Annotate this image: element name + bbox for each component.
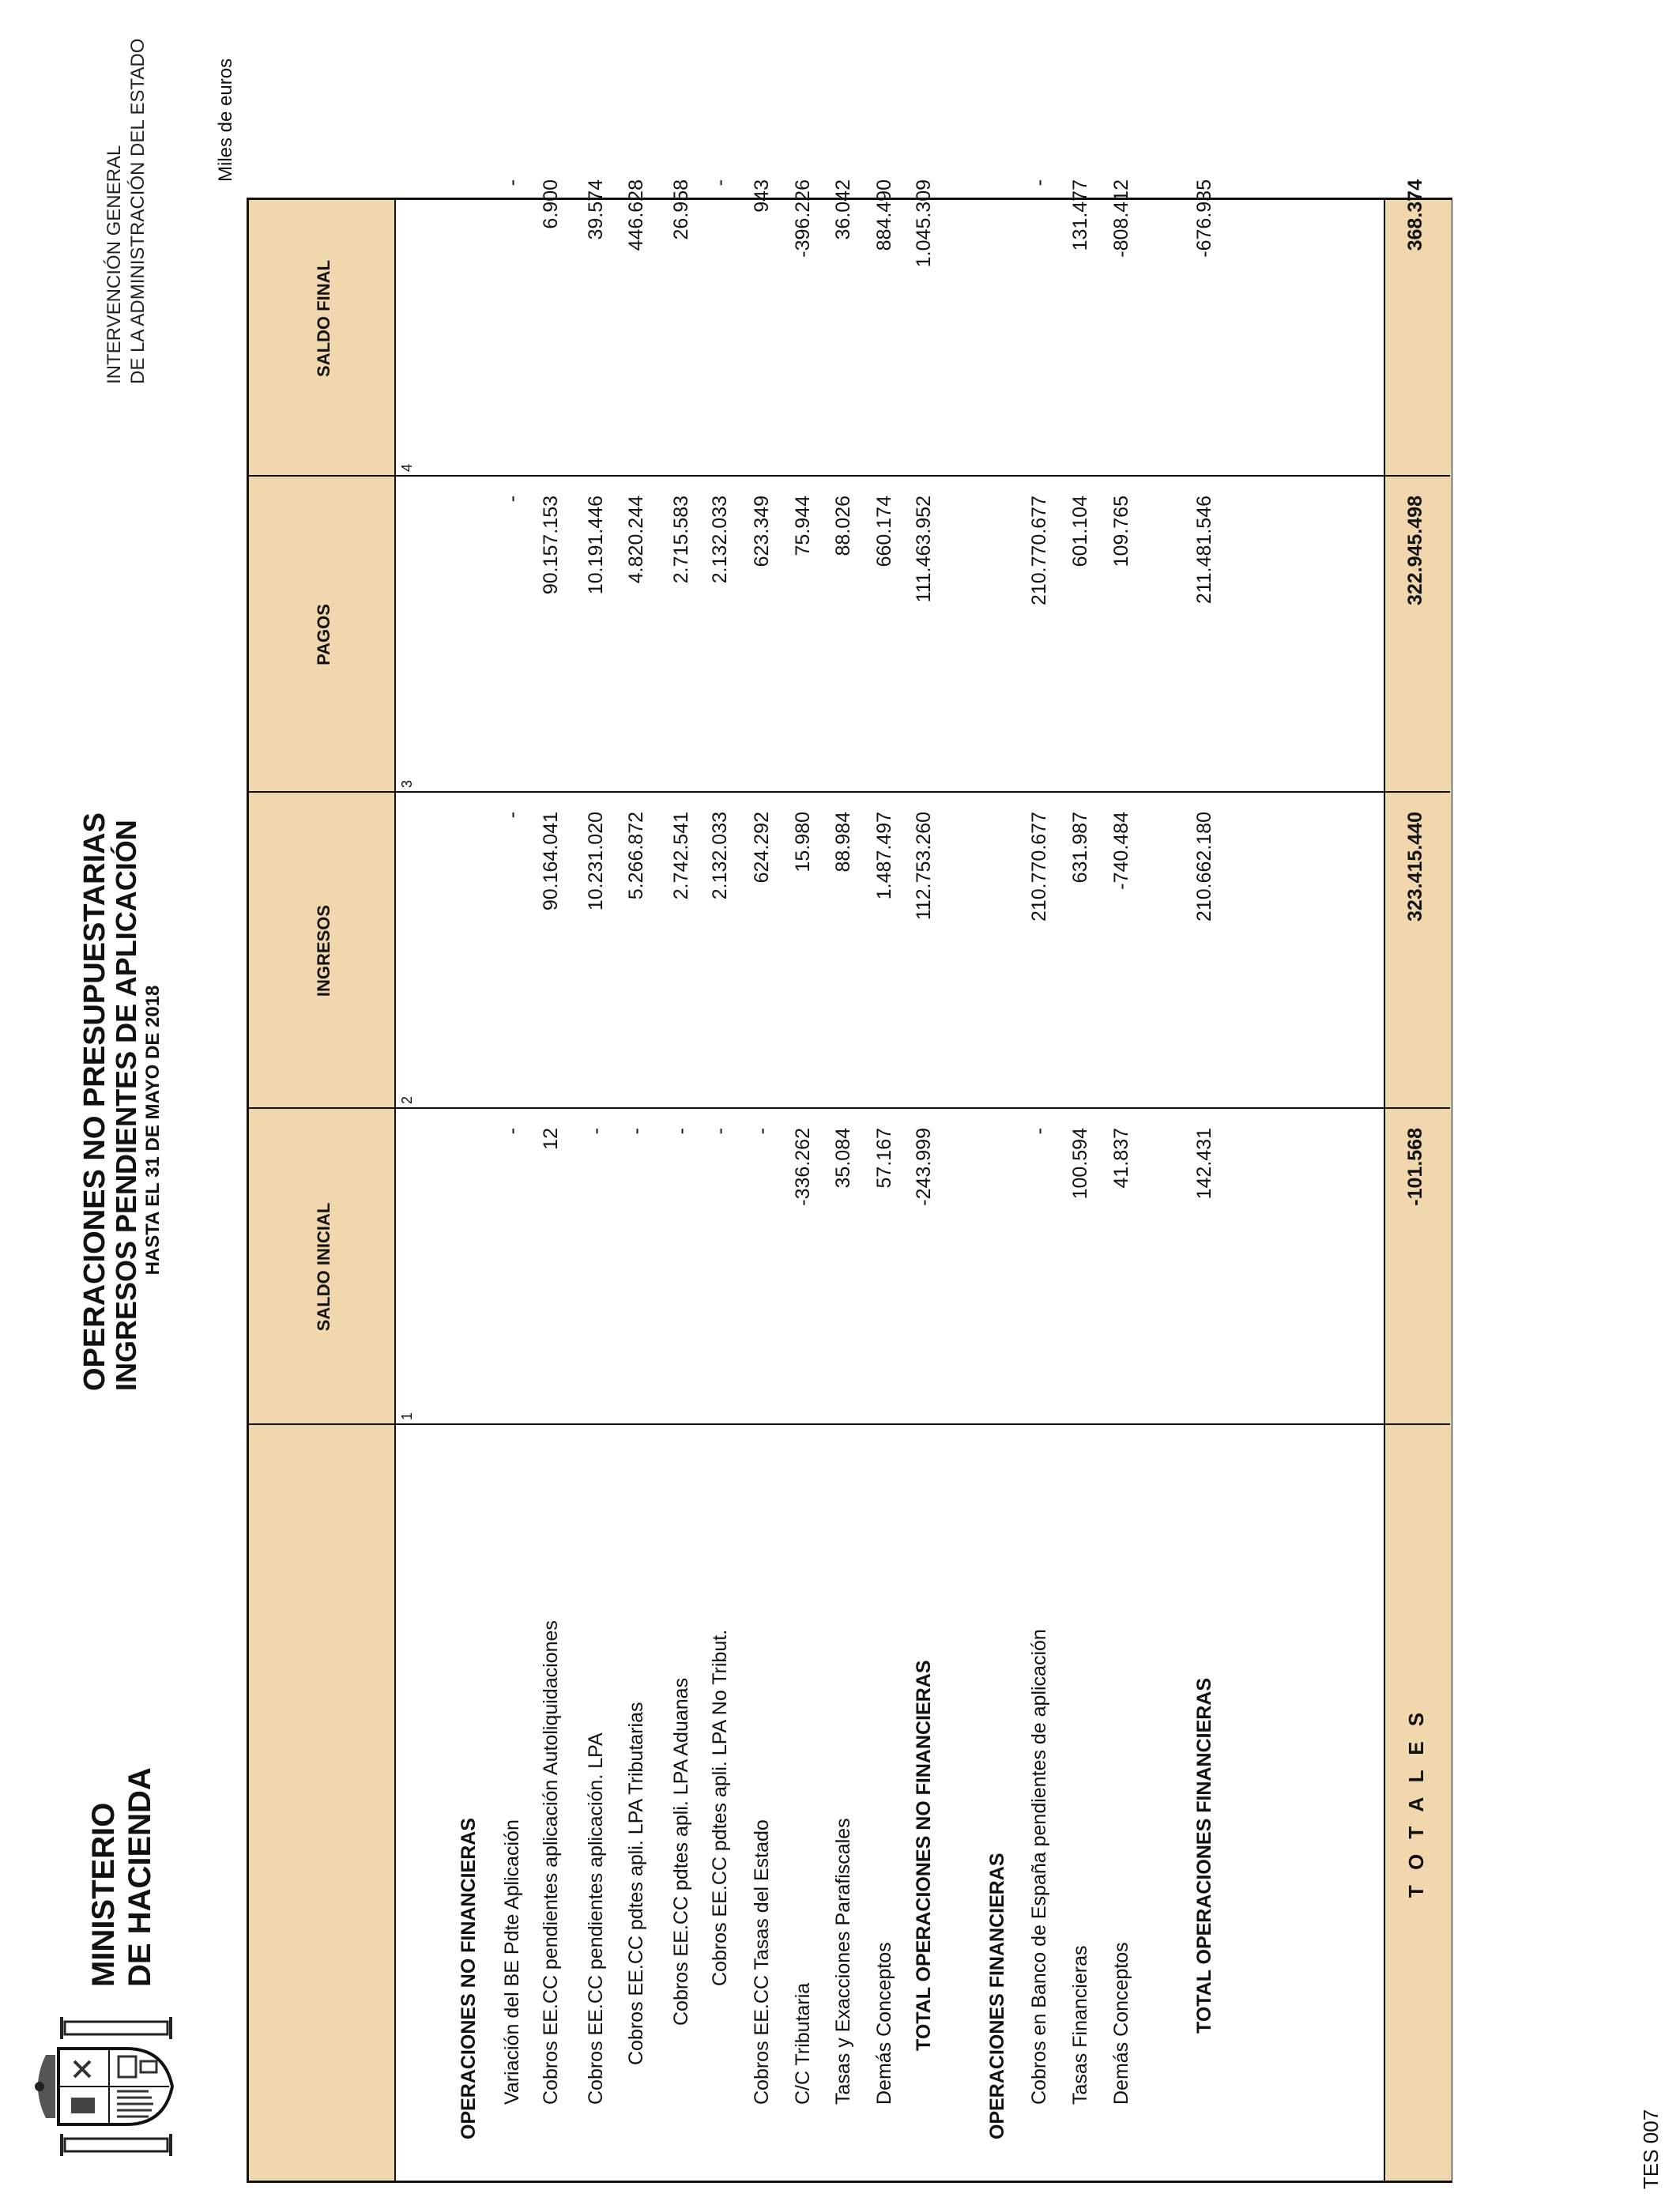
cell-value: 1.487.497	[873, 812, 895, 900]
title-line-1: OPERACIONES NO PRESUPUESTARIAS	[78, 812, 111, 1391]
row-label: Demás Conceptos	[873, 1942, 895, 2105]
cell-value: 57.167	[873, 1128, 895, 1189]
cell-value: -	[1028, 179, 1050, 187]
cell-value: 884.490	[873, 179, 895, 251]
row-label: TOTAL OPERACIONES NO FINANCIERAS	[913, 1660, 935, 2051]
intervention-line-2: DE LA ADMINISTRACIÓN DEL ESTADO	[127, 38, 149, 384]
cell-value: -	[501, 812, 523, 819]
cell-value: 2.742.541	[670, 812, 692, 900]
ministry-line-1: MINISTERIO	[86, 1802, 121, 1987]
cell-value: 112.753.260	[913, 812, 935, 921]
cell-value: 601.104	[1069, 496, 1091, 567]
row-label: Cobros EE.CC pendientes aplicación Autoliquidaciones	[540, 1620, 562, 2105]
row-label: OPERACIONES FINANCIERAS	[986, 1853, 1008, 2139]
row-label: C/C Tributaria	[792, 1982, 814, 2105]
column-header: SALDO INICIAL	[314, 1202, 333, 1332]
row-label: Demás Conceptos	[1110, 1942, 1132, 2105]
title-line-2: INGRESOS PENDIENTES DE APLICACIÓN	[110, 820, 142, 1391]
cell-value: 109.765	[1110, 496, 1132, 567]
total-value: 368.374	[1404, 179, 1426, 251]
cell-value: 2.132.033	[709, 496, 731, 584]
cell-value: 26.958	[670, 179, 692, 240]
cell-value: 35.084	[832, 1128, 854, 1189]
column-number: 4	[399, 463, 415, 472]
title-line-3: HASTA EL 31 DE MAYO DE 2018	[142, 985, 164, 1276]
cell-value: 624.292	[751, 812, 773, 884]
row-label: Cobros EE.CC Tasas del Estado	[751, 1819, 773, 2105]
column-header: PAGOS	[314, 604, 333, 665]
cell-value: 4.820.244	[625, 496, 647, 584]
total-value: 322.945.498	[1404, 496, 1426, 606]
cell-value: 943	[751, 179, 773, 213]
cell-value: 1.045.309	[913, 179, 935, 268]
row-label: Tasas Financieras	[1069, 1945, 1091, 2105]
data-table	[247, 179, 1452, 2183]
page-title	[78, 812, 164, 1391]
row-label: Tasas y Exacciones Parafiscales	[832, 1818, 854, 2105]
total-value: 323.415.440	[1404, 812, 1426, 922]
cell-value: -	[501, 496, 523, 503]
row-label: Cobros EE.CC pendientes aplicación. LPA	[585, 1732, 607, 2105]
cell-value: 10.231.020	[585, 812, 607, 911]
total-value: -101.568	[1404, 1128, 1426, 1206]
cell-value: 90.164.041	[540, 812, 562, 911]
column-header: INGRESOS	[314, 904, 333, 997]
column-number: 2	[399, 1095, 415, 1104]
cell-value: 5.266.872	[625, 812, 647, 900]
cell-value: 111.463.952	[913, 496, 935, 603]
cell-value: 210.770.677	[1028, 812, 1050, 922]
cell-value: 631.987	[1069, 812, 1091, 884]
cell-value: -	[1028, 1128, 1050, 1135]
cell-value: 142.431	[1193, 1128, 1215, 1200]
units-label: Miles de euros	[215, 58, 236, 182]
cell-value: 6.900	[540, 179, 562, 229]
cell-value: 36.042	[832, 179, 854, 240]
coat-of-arms-logo	[30, 2007, 185, 2166]
cell-value: -808.412	[1110, 179, 1132, 258]
cell-value: 88.026	[832, 496, 854, 556]
row-label: Cobros en Banco de España pendientes de aplicación	[1028, 1629, 1050, 2105]
cell-value: 41.837	[1110, 1128, 1132, 1189]
cell-value: 10.191.446	[585, 496, 607, 595]
cell-value: 623.349	[751, 496, 773, 567]
row-label: Cobros EE.CC pdtes apli. LPA Tributarias	[625, 1702, 647, 2065]
column-number: 3	[399, 779, 415, 788]
cell-value: -	[585, 1128, 607, 1135]
column-number: 1	[399, 1412, 415, 1420]
cell-value: -	[670, 1128, 692, 1135]
column-header: SALDO FINAL	[314, 260, 333, 377]
cell-value: 210.770.677	[1028, 496, 1050, 606]
cell-value: 88.984	[832, 812, 854, 873]
cell-value: -336.262	[792, 1128, 814, 1206]
ministry-name	[85, 1767, 158, 1987]
cell-value: 2.132.033	[709, 812, 731, 900]
cell-value: 15.980	[792, 812, 814, 873]
cell-value: -676.935	[1193, 179, 1215, 258]
row-label: Variación del BE Pdte Aplicación	[501, 1819, 523, 2105]
cell-value: 660.174	[873, 496, 895, 567]
intervention-line-1: INTERVENCIÓN GENERAL	[104, 145, 125, 384]
intervention-general	[103, 39, 150, 384]
row-label: Cobros EE.CC pdtes apli. LPA Aduanas	[670, 1677, 692, 2026]
cell-value: 211.481.546	[1193, 496, 1215, 605]
cell-value: -396.226	[792, 179, 814, 258]
cell-value: 39.574	[585, 179, 607, 240]
row-label: Cobros EE.CC pdtes apli. LPA No Tribut.	[709, 1629, 731, 1986]
cell-value: -	[751, 1128, 773, 1135]
cell-value: -	[625, 1128, 647, 1135]
cell-value: -740.484	[1110, 812, 1132, 890]
cell-value: 100.594	[1069, 1128, 1091, 1200]
cell-value: 210.662.180	[1193, 812, 1215, 922]
row-label: OPERACIONES NO FINANCIERAS	[458, 1818, 480, 2139]
cell-value: -	[709, 1128, 731, 1135]
cell-value: -	[501, 179, 523, 187]
cell-value: 12	[540, 1128, 562, 1150]
cell-value: -	[501, 1128, 523, 1135]
cell-value: -243.999	[913, 1128, 935, 1206]
document-code: TES 007	[1639, 2109, 1663, 2189]
cell-value: 446.628	[625, 179, 647, 251]
cell-value: -	[709, 179, 731, 187]
cell-value: 75.944	[792, 496, 814, 556]
totals-label: T O T A L E S	[1404, 1707, 1428, 1898]
row-label: TOTAL OPERACIONES FINANCIERAS	[1193, 1677, 1215, 2034]
cell-value: 90.157.153	[540, 496, 562, 595]
ministry-line-2: DE HACIENDA	[122, 1767, 157, 1987]
cell-value: 2.715.583	[670, 496, 692, 584]
cell-value: 131.477	[1069, 179, 1091, 251]
